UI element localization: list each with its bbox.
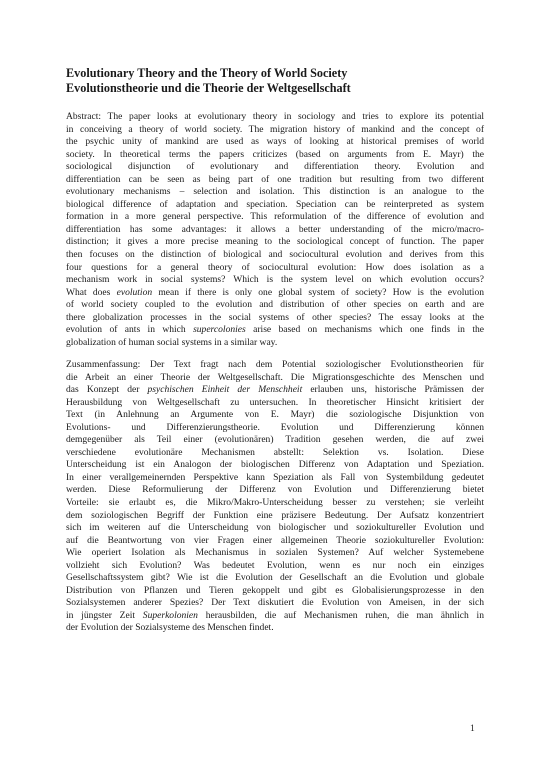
text-line bbox=[66, 510, 484, 523]
text-run: der Evolution der Sozialsysteme des Menschen findet. bbox=[66, 622, 274, 634]
text-line bbox=[66, 262, 484, 275]
text-run: in conceiving a theory of world society. The migration history of mankind and the concept of bbox=[66, 123, 484, 135]
text-run: then focuses on the distinction of biological and sociocultural evolution and derives from this bbox=[66, 249, 484, 261]
text-run: there globalization processes in the social systems of other species? The essay looks at the bbox=[66, 311, 484, 323]
text-line bbox=[66, 174, 484, 187]
page-number: 1 bbox=[470, 724, 475, 734]
text-run: erlauben uns, historische Prämissen der bbox=[302, 384, 484, 396]
text-line bbox=[66, 484, 484, 497]
text-run: werden. Diese Reformulierung der Differenz von Evolution und Differenzierung bietet bbox=[66, 484, 484, 496]
text-run: of world society coupled to the evolution and distribution of other species on earth and are bbox=[66, 299, 484, 311]
text-line bbox=[66, 186, 484, 199]
text-line bbox=[66, 211, 484, 224]
text-run: the psychic unity of mankind are used as ways of looking at historical premises of world bbox=[66, 136, 484, 148]
text-line bbox=[66, 497, 484, 510]
text-run: auf die Beantwortung von vier Fragen einer allgemeinen Theorie soziokultureller Evolution: bbox=[66, 534, 484, 546]
text-run: evolution of ants in which bbox=[66, 324, 194, 336]
text-line bbox=[66, 136, 484, 149]
text-line bbox=[66, 585, 484, 598]
text-line bbox=[66, 409, 484, 422]
text-run: arise based on mechanisms which one finds in the bbox=[245, 324, 484, 336]
text-line bbox=[66, 224, 484, 237]
text-line bbox=[66, 359, 484, 372]
text-line bbox=[66, 324, 484, 337]
text-line bbox=[66, 312, 484, 325]
text-line bbox=[66, 459, 484, 472]
text-run: Sozialsystemen anderer Spezies? Der Text diskutiert die Evolution von Ameisen, in der sich bbox=[66, 597, 484, 609]
title-block bbox=[66, 66, 486, 96]
text-line bbox=[66, 111, 484, 124]
text-line bbox=[66, 535, 484, 548]
text-line bbox=[66, 522, 484, 535]
text-run: Herausbildung von Weltgesellschaft zu untersuchen. In theoretischer Hinsicht kritisiert der bbox=[66, 396, 484, 408]
text-line bbox=[66, 622, 484, 635]
text-line bbox=[66, 422, 484, 435]
text-run: Gesellschaftssystem gibt? Wie ist die Evolution der Gesellschaft an die Evolution und globale bbox=[66, 572, 484, 584]
text-line bbox=[66, 472, 484, 485]
text-line bbox=[66, 199, 484, 212]
text-run: Zusammenfassung: Der Text fragt nach dem Potential soziologischer Evolutionstheorien für bbox=[66, 359, 484, 370]
text-line bbox=[66, 299, 484, 312]
italic-term: supercolonies bbox=[193, 324, 246, 336]
text-run: demgegenüber als Teil einer (evolutionären) Tradition gesehen werden, die auf zwei bbox=[66, 434, 484, 446]
text-run: formation in a more general perspective. This reformulation of the difference of evolution and bbox=[66, 211, 484, 223]
text-line bbox=[66, 610, 484, 623]
text-line bbox=[66, 597, 484, 610]
text-run: biological difference of adaptation and speciation. Speciation can be reinterpreted as system bbox=[66, 198, 484, 210]
text-run: herausbilden, die auf Mechanismen ruhen, die man ähnlich in bbox=[197, 609, 484, 621]
text-run: Unterscheidung ist ein Analogon der biologischen Differenz von Adaptation und Speziation. bbox=[66, 459, 484, 471]
title-english: Evolutionary Theory and the Theory of World Society bbox=[66, 66, 348, 80]
text-run: verschiedene evolutionäre Mechanismen abstellt: Selektion vs. Isolation. Diese bbox=[66, 446, 484, 458]
text-line bbox=[66, 447, 484, 460]
text-run: What does bbox=[66, 286, 117, 298]
text-line bbox=[66, 124, 484, 137]
text-run: society. In theoretical terms the papers criticizes (based on arguments from E. Mayr) the bbox=[66, 148, 484, 160]
text-run: differentiation has some advantages: it allows a better understanding of the micro/macro- bbox=[66, 223, 484, 235]
text-line bbox=[66, 547, 484, 560]
text-run: das Konzept der bbox=[66, 384, 148, 396]
text-run: evolutionary mechanisms – selection and isolation. This distinction is an analogue to the bbox=[66, 186, 484, 198]
text-run: Abstract: The paper looks at evolutionary theory in sociology and tries to explore its potential bbox=[66, 111, 484, 122]
text-line bbox=[66, 161, 484, 174]
text-line bbox=[66, 572, 484, 585]
text-line bbox=[66, 384, 484, 397]
text-line bbox=[66, 149, 484, 162]
text-run: mechanism work in social systems? Which is the system level on which evolution occurs? bbox=[66, 274, 484, 286]
text-line bbox=[66, 337, 484, 350]
text-run: differentiation can be seen as being part of one tradition but resulting from two different bbox=[66, 173, 484, 185]
text-line bbox=[66, 236, 484, 249]
text-line bbox=[66, 249, 484, 262]
text-run: sociological disjunction of evolutionary and differentiation theory. Evolution and bbox=[66, 161, 484, 173]
italic-term: psychischen Einheit der Menschheit bbox=[147, 384, 303, 396]
text-run: sich im weiteren auf die Unterscheidung von biologischer und soziokultureller Evolution und bbox=[66, 522, 484, 534]
italic-term: Superkolonien bbox=[142, 609, 198, 621]
text-run: In einer verallgemeinernden Perspektive kann Speziation als Fall von Systembildung gedeutet bbox=[66, 471, 484, 483]
text-line bbox=[66, 434, 484, 447]
text-run: distinction; it gives a more precise meaning to the sociological concept of function. The paper bbox=[66, 236, 484, 248]
zusammenfassung-paragraph bbox=[66, 359, 484, 635]
text-line bbox=[66, 560, 484, 573]
text-run: Evolutions- und Differenzierungstheorie. Evolution und Differenzierung können bbox=[66, 421, 484, 433]
text-run: Distribution von Pflanzen und Tieren gekoppelt und gibt es Globalisierungsprozesse in den bbox=[66, 584, 484, 596]
text-run: globalization of human social systems in a similar way. bbox=[66, 336, 278, 348]
text-run: Vorteile: sie erlaubt es, die Mikro/Makro-Unterscheidung besser zu verstehen; sie verleiht bbox=[66, 497, 484, 509]
text-line bbox=[66, 274, 484, 287]
text-run: dem soziologischen Begriff der Funktion eine präzisere Bedeutung. Der Aufsatz konzentriert bbox=[66, 509, 484, 521]
text-line bbox=[66, 397, 484, 410]
text-run: die Arbeit an einer Theorie der Weltgesellschaft. Die Migrationsgeschichte des Menschen und bbox=[66, 371, 484, 383]
text-run: mean if there is only one global system of society? How is the evolution bbox=[152, 286, 484, 298]
text-run: Wie operiert Isolation als Mechanismus in sozialen Systemen? Auf welcher Systemebene bbox=[66, 547, 484, 559]
italic-term: evolution bbox=[116, 286, 153, 298]
text-line bbox=[66, 287, 484, 300]
title-german: Evolutionstheorie und die Theorie der Weltgesellschaft bbox=[66, 81, 351, 95]
abstract-paragraph bbox=[66, 111, 484, 349]
text-run: four questions for a general theory of sociocultural evolution: How does isolation as a bbox=[66, 261, 484, 273]
text-run: Text (in Anlehnung an Argumente von E. Mayr) die soziologische Disjunktion von bbox=[66, 409, 484, 421]
text-line bbox=[66, 372, 484, 385]
text-run: in jüngster Zeit bbox=[66, 609, 143, 621]
text-run: vollzieht sich Evolution? Was bedeutet Evolution, wenn es nur noch ein einziges bbox=[66, 559, 484, 571]
